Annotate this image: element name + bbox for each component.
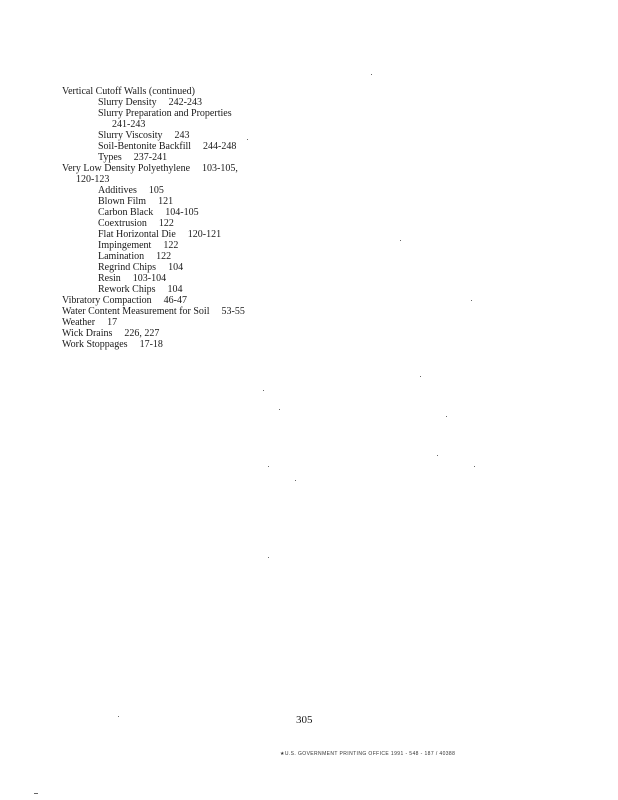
index-pages: 237-241 bbox=[133, 152, 168, 163]
printing-office-footer: ★U.S. GOVERNMENT PRINTING OFFICE 1991 - 548 - 187 / 40388 bbox=[280, 751, 456, 757]
scan-speck bbox=[268, 557, 269, 558]
scan-speck bbox=[474, 466, 475, 467]
index-entry bbox=[62, 284, 482, 295]
scan-speck bbox=[34, 793, 38, 794]
scan-speck bbox=[247, 139, 248, 140]
index-term: Slurry Preparation and Properties bbox=[98, 108, 232, 119]
index-pages: 122 bbox=[163, 240, 179, 251]
index-entry bbox=[62, 185, 482, 196]
index-term: Slurry Density bbox=[98, 97, 157, 108]
scan-speck bbox=[400, 240, 401, 241]
index-pages: 104 bbox=[168, 262, 184, 273]
scan-speck bbox=[295, 480, 296, 481]
index-term: Rework Chips bbox=[98, 284, 156, 295]
index-term: Additives bbox=[98, 185, 137, 196]
index-pages: 46-47 bbox=[163, 295, 188, 306]
index-entry bbox=[62, 152, 482, 163]
index-entry bbox=[62, 141, 482, 152]
index-term: Wick Drains bbox=[62, 328, 113, 339]
index-pages: 17-18 bbox=[139, 339, 163, 350]
index-entry bbox=[62, 306, 482, 317]
index-entry bbox=[62, 240, 482, 251]
scan-speck bbox=[268, 466, 269, 467]
scan-speck bbox=[118, 716, 119, 717]
index-pages: 103-105, bbox=[202, 163, 238, 174]
index-term: Soil-Bentonite Backfill bbox=[98, 141, 192, 152]
index-pages: 53-55 bbox=[221, 306, 245, 317]
index-entry bbox=[62, 218, 482, 229]
index-term: Vibratory Compaction bbox=[62, 295, 152, 306]
index-pages: 104-105 bbox=[165, 207, 199, 218]
index-entry bbox=[62, 163, 482, 174]
page-number: 305 bbox=[296, 714, 313, 726]
index-pages: 244-248 bbox=[203, 141, 237, 152]
index-list bbox=[62, 86, 482, 350]
index-term: Blown Film bbox=[98, 196, 147, 207]
index-entry bbox=[62, 229, 482, 240]
index-pages: 105 bbox=[148, 185, 164, 196]
index-pages: 103-104 bbox=[132, 273, 167, 284]
index-pages: 242-243 bbox=[168, 97, 202, 108]
index-pages: 122 bbox=[156, 251, 172, 262]
index-term: Vertical Cutoff Walls (continued) bbox=[62, 86, 195, 97]
index-pages: 120-121 bbox=[187, 229, 222, 240]
index-entry bbox=[62, 97, 482, 108]
index-term: Very Low Density Polyethylene bbox=[62, 163, 191, 174]
scan-speck bbox=[446, 416, 447, 417]
scan-speck bbox=[437, 455, 438, 456]
index-pages: 122 bbox=[158, 218, 174, 229]
index-entry bbox=[62, 328, 482, 339]
index-entry bbox=[62, 339, 482, 350]
index-entry bbox=[62, 174, 482, 185]
index-entry bbox=[62, 130, 482, 141]
index-term: Resin bbox=[98, 273, 121, 284]
index-entry bbox=[62, 251, 482, 262]
index-pages: 243 bbox=[174, 130, 190, 141]
scan-speck bbox=[371, 74, 372, 75]
index-pages: 226, 227 bbox=[124, 328, 160, 339]
scan-speck bbox=[279, 409, 280, 410]
index-term: 120-123 bbox=[76, 174, 110, 185]
index-term: Lamination bbox=[98, 251, 145, 262]
scan-speck bbox=[420, 376, 421, 377]
index-pages: 121 bbox=[158, 196, 174, 207]
index-entry bbox=[62, 262, 482, 273]
index-term: Regrind Chips bbox=[98, 262, 157, 273]
index-entry bbox=[62, 317, 482, 328]
index-term: Water Content Measurement for Soil bbox=[62, 306, 210, 317]
index-entry bbox=[62, 108, 482, 119]
index-term: Work Stoppages bbox=[62, 339, 128, 350]
index-entry bbox=[62, 86, 482, 97]
index-term: Carbon Black bbox=[98, 207, 154, 218]
index-term: Weather bbox=[62, 317, 96, 328]
index-pages: 104 bbox=[167, 284, 183, 295]
index-entry bbox=[62, 295, 482, 306]
index-term: Coextrusion bbox=[98, 218, 147, 229]
index-term: Flat Horizontal Die bbox=[98, 229, 176, 240]
index-entry bbox=[62, 119, 482, 130]
scan-speck bbox=[471, 300, 472, 301]
index-term: Types bbox=[98, 152, 122, 163]
index-entry bbox=[62, 196, 482, 207]
index-pages: 17 bbox=[107, 317, 118, 328]
index-entry bbox=[62, 273, 482, 284]
index-term: 241-243 bbox=[112, 119, 146, 130]
index-term: Impingement bbox=[98, 240, 152, 251]
index-entry bbox=[62, 207, 482, 218]
scan-speck bbox=[263, 390, 264, 391]
index-term: Slurry Viscosity bbox=[98, 130, 163, 141]
